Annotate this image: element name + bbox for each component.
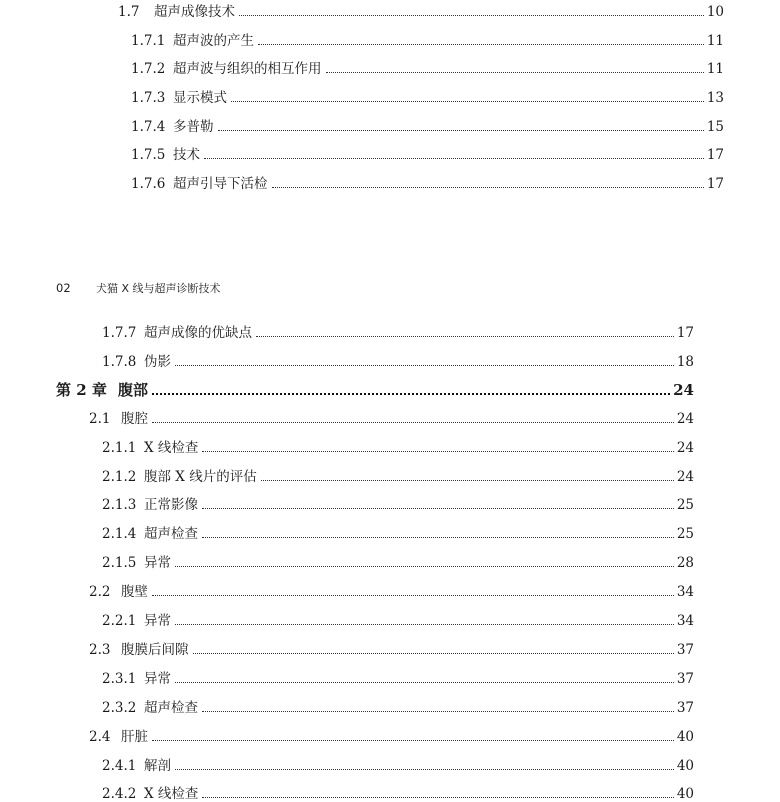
dot-leader xyxy=(202,797,673,798)
toc-entry xyxy=(118,4,724,20)
toc-entry-title: 超声引导下活检 xyxy=(173,176,268,192)
toc-entry xyxy=(102,700,694,716)
toc-entry-title: 超声波与组织的相互作用 xyxy=(173,61,322,77)
toc-entry-title: 肝脏 xyxy=(121,729,148,745)
toc-entry-page: 34 xyxy=(676,613,694,629)
toc-entry-page: 11 xyxy=(706,33,724,49)
toc-entry-page: 15 xyxy=(706,119,724,135)
toc-entry-number: 1.7.8 xyxy=(102,354,137,370)
dot-leader xyxy=(152,595,674,596)
dot-leader xyxy=(218,130,704,131)
toc-entry-page: 37 xyxy=(676,671,694,687)
toc-entry-title: 异常 xyxy=(144,671,171,687)
toc-entry-title: 超声波的产生 xyxy=(173,33,254,49)
dot-leader xyxy=(175,566,674,567)
toc-entry-title: 腹部 X 线片的评估 xyxy=(144,469,257,485)
toc-entry-page: 17 xyxy=(676,325,694,341)
toc-entry xyxy=(131,61,724,77)
toc-entry-page: 25 xyxy=(676,497,694,513)
toc-entry-page: 28 xyxy=(676,555,694,571)
toc-entry xyxy=(102,469,694,485)
dot-leader xyxy=(204,158,704,159)
toc-entry xyxy=(102,555,694,571)
toc-entry-number: 1.7.5 xyxy=(131,147,166,163)
toc-entry-number: 2.2.1 xyxy=(102,613,137,629)
dot-leader xyxy=(272,187,704,188)
toc-entry-number: 2.1.2 xyxy=(102,469,137,485)
toc-entry-number: 2.1 xyxy=(89,411,111,427)
toc-entry-number: 1.7.4 xyxy=(131,119,166,135)
dot-leader xyxy=(152,422,674,423)
dot-leader xyxy=(152,393,670,395)
book-title: 犬猫 X 线与超声诊断技术 xyxy=(96,282,221,295)
toc-entry xyxy=(131,33,724,49)
toc-entry-page: 24 xyxy=(676,440,694,456)
toc-entry-number: 2.1.1 xyxy=(102,440,137,456)
toc-entry xyxy=(131,119,724,135)
toc-chapter-title: 腹部 xyxy=(118,381,149,399)
toc-entry xyxy=(102,325,694,341)
toc-entry-number: 1.7.1 xyxy=(131,33,166,49)
toc-entry-number: 2.3.1 xyxy=(102,671,137,687)
dot-leader xyxy=(231,101,704,102)
toc-entry-page: 24 xyxy=(676,469,694,485)
dot-leader xyxy=(202,451,673,452)
toc-entry-title: 正常影像 xyxy=(144,497,198,513)
toc-entry-number: 2.4 xyxy=(89,729,111,745)
dot-leader xyxy=(256,336,674,337)
toc-entry-page: 10 xyxy=(706,4,724,20)
toc-entry-title: 多普勒 xyxy=(173,119,214,135)
toc-entry-number: 2.2 xyxy=(89,584,111,600)
running-header xyxy=(56,280,221,296)
toc-entry-page: 24 xyxy=(673,381,694,399)
toc-entry xyxy=(102,526,694,542)
toc-entry-title: 腹膜后间隙 xyxy=(121,642,189,658)
dot-leader xyxy=(239,15,704,16)
toc-entry-number: 2.1.5 xyxy=(102,555,137,571)
toc-entry-page: 40 xyxy=(676,786,694,802)
toc-entry-page: 13 xyxy=(706,90,724,106)
dot-leader xyxy=(175,769,674,770)
toc-entry xyxy=(131,90,724,106)
toc-entry-title: 异常 xyxy=(144,555,171,571)
toc-entry-number: 2.3.2 xyxy=(102,700,137,716)
toc-entry xyxy=(89,584,694,600)
toc-entry-page: 37 xyxy=(676,642,694,658)
toc-entry xyxy=(89,642,694,658)
toc-entry-title: 伪影 xyxy=(144,354,171,370)
toc-entry xyxy=(102,440,694,456)
toc-entry xyxy=(102,497,694,513)
toc-entry-number: 1.7 xyxy=(118,4,140,20)
toc-entry-title: X 线检查 xyxy=(144,786,199,802)
toc-entry-title: 超声成像技术 xyxy=(154,4,235,20)
toc-entry xyxy=(102,613,694,629)
toc-entry xyxy=(131,176,724,192)
toc-entry-page: 11 xyxy=(706,61,724,77)
toc-entry-number: 2.4.2 xyxy=(102,786,137,802)
dot-leader xyxy=(202,508,674,509)
toc-entry-number: 1.7.2 xyxy=(131,61,166,77)
toc-entry xyxy=(102,671,694,687)
toc-entry-title: X 线检查 xyxy=(144,440,199,456)
toc-entry-number: 1.7.3 xyxy=(131,90,166,106)
toc-entry-number: 1.7.7 xyxy=(102,325,137,341)
dot-leader xyxy=(258,44,704,45)
dot-leader xyxy=(193,653,674,654)
dot-leader xyxy=(175,682,674,683)
dot-leader xyxy=(261,480,674,481)
toc-entry-page: 18 xyxy=(676,354,694,370)
dot-leader xyxy=(175,365,674,366)
toc-entry-page: 24 xyxy=(676,411,694,427)
toc-entry-page: 37 xyxy=(676,700,694,716)
toc-entry-page: 40 xyxy=(676,758,694,774)
page-number: 02 xyxy=(56,281,71,295)
toc-entry xyxy=(102,758,694,774)
dot-leader xyxy=(202,537,674,538)
toc-entry-page: 17 xyxy=(706,176,724,192)
toc-entry xyxy=(131,147,724,163)
toc-entry-page: 25 xyxy=(676,526,694,542)
toc-entry-number: 2.1.4 xyxy=(102,526,137,542)
toc-entry-title: 异常 xyxy=(144,613,171,629)
toc-entry-page: 17 xyxy=(706,147,724,163)
toc-entry-title: 解剖 xyxy=(144,758,171,774)
toc-entry-title: 超声成像的优缺点 xyxy=(144,325,252,341)
toc-entry-number: 2.3 xyxy=(89,642,111,658)
toc-entry-number: 2.4.1 xyxy=(102,758,137,774)
toc-entry-title: 显示模式 xyxy=(173,90,227,106)
toc-entry-title: 超声检查 xyxy=(144,700,198,716)
toc-entry xyxy=(102,354,694,370)
toc-entry-number: 2.1.3 xyxy=(102,497,137,513)
dot-leader xyxy=(152,740,674,741)
toc-entry-title: 腹壁 xyxy=(121,584,148,600)
toc-entry-page: 40 xyxy=(676,729,694,745)
toc-entry-title: 腹腔 xyxy=(121,411,148,427)
toc-entry-number: 1.7.6 xyxy=(131,176,166,192)
dot-leader xyxy=(175,624,674,625)
toc-chapter-number: 第 2 章 xyxy=(56,381,107,399)
toc-chapter-entry xyxy=(56,382,694,398)
toc-entry xyxy=(89,411,694,427)
dot-leader xyxy=(202,711,674,712)
toc-entry-title: 超声检查 xyxy=(144,526,198,542)
toc-entry-title: 技术 xyxy=(173,147,200,163)
toc-entry-page: 34 xyxy=(676,584,694,600)
dot-leader xyxy=(326,72,704,73)
toc-entry xyxy=(89,729,694,745)
